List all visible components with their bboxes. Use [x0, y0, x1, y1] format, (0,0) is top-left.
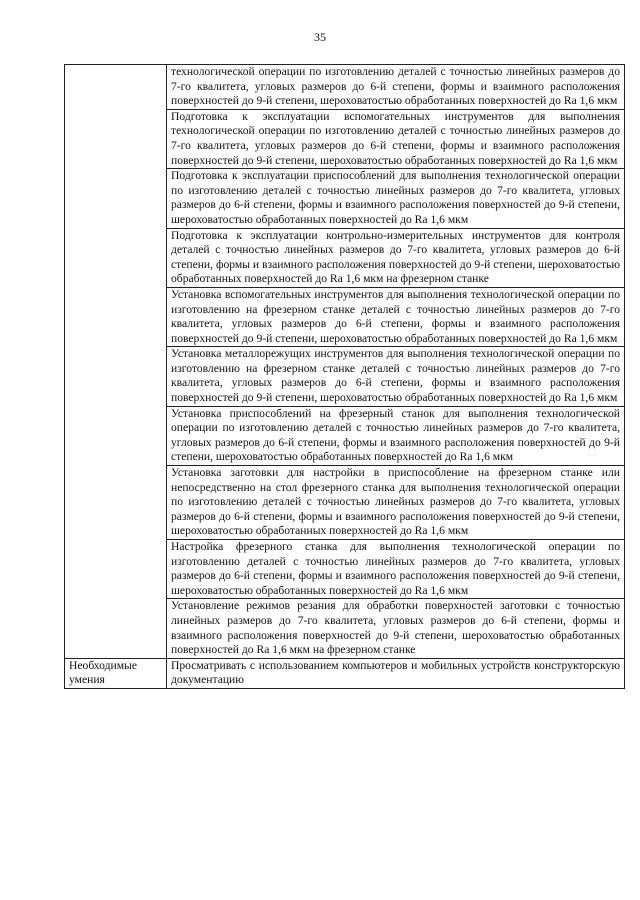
labor-action-cell: Подготовка к эксплуатации вспомогательных инструментов для выполнения технологической операции по изготовлению деталей с точностью линейных размеров до 7-го квалитета, угловых размеров до 6-й степени, формы и взаимного расположения поверхностей до 9-й степени, шероховатостью обработанных поверхностей до Ra 1,6 мкм: [167, 109, 625, 168]
labor-action-cell: Подготовка к эксплуатации приспособлений для выполнения технологической операции по изготовлению деталей с точностью линейных размеров до 7-го квалитета, угловых размеров до 6-й степени, формы и взаимного расположения поверхностей до 9-й степени, шероховатостью обработанных поверхностей до Ra 1,6 мкм: [167, 169, 625, 228]
labor-action-cell: Установка заготовки для настройки в приспособление на фрезерном станке или непосредственно на стол фрезерного станка для выполнения технологической операции по изготовлению деталей с точностью линейных размеров до 7-го квалитета, угловых размеров до 6-й степени, формы и взаимного расположения поверхностей до 9-й степени, шероховатостью обработанных поверхностей до Ra 1,6 мкм: [167, 466, 625, 540]
table-row: [65, 658, 625, 688]
labor-action-cell: Настройка фрезерного станка для выполнения технологической операции по изготовлению деталей с точностью линейных размеров до 7-го квалитета, угловых размеров до 6-й степени, формы и взаимного расположения поверхностей до 9-й степени, шероховатостью обработанных поверхностей до Ra 1,6 мкм: [167, 540, 625, 599]
page-number: 35: [314, 30, 326, 44]
labor-action-cell: Установка приспособлений на фрезерный станок для выполнения технологической операции по изготовлению деталей с точностью линейных размеров до 7-го квалитета, угловых размеров до 6-й степени, формы и взаимного расположения поверхностей до 9-й степени, шероховатостью обработанных поверхностей до Ra 1,6 мкм: [167, 406, 625, 465]
labor-action-cell: Установление режимов резания для обработки поверхностей заготовки с точностью линейных размеров до 7-го квалитета, угловых размеров до 6-й степени, формы и взаимного расположения поверхностей до 9-й степени, шероховатостью обработанных поверхностей до Ra 1,6 мкм на фрезерном станке: [167, 599, 625, 658]
labor-action-cell: технологической операции по изготовлению деталей с точностью линейных размеров до 7-го квалитета, угловых размеров до 6-й степени, формы и взаимного расположения поверхностей до 9-й степени, шероховатостью обработанных поверхностей до Ra 1,6 мкм: [167, 65, 625, 110]
labor-action-cell: Установка металлорежущих инструментов для выполнения технологической операции по изготовлению на фрезерном станке деталей с точностью линейных размеров до 7-го квалитета, угловых размеров до 6-й степени, формы и взаимного расположения поверхностей до 9-й степени, шероховатостью обработанных поверхностей до Ra 1,6 мкм: [167, 347, 625, 406]
skills-label-cell: Необходимые умения: [65, 658, 167, 688]
skill-cell: Просматривать с использованием компьютеров и мобильных устройств конструкторскую документацию: [167, 658, 625, 688]
label-cell-empty: [65, 65, 167, 659]
requirements-table: [64, 64, 625, 689]
table-row: [65, 65, 625, 110]
labor-action-cell: Подготовка к эксплуатации контрольно-измерительных инструментов для контроля деталей с точностью линейных размеров до 7-го квалитета, угловых размеров до 6-й степени, формы и взаимного расположения поверхностей до 9-й степени, шероховатостью обработанных поверхностей до Ra 1,6 мкм на фрезерном станке: [167, 228, 625, 287]
labor-action-cell: Установка вспомогательных инструментов для выполнения технологической операции по изготовлению на фрезерном станке деталей с точностью линейных размеров до 7-го квалитета, угловых размеров до 6-й степени, формы и взаимного расположения поверхностей до 9-й степени, шероховатостью обработанных поверхностей до Ra 1,6 мкм: [167, 287, 625, 346]
